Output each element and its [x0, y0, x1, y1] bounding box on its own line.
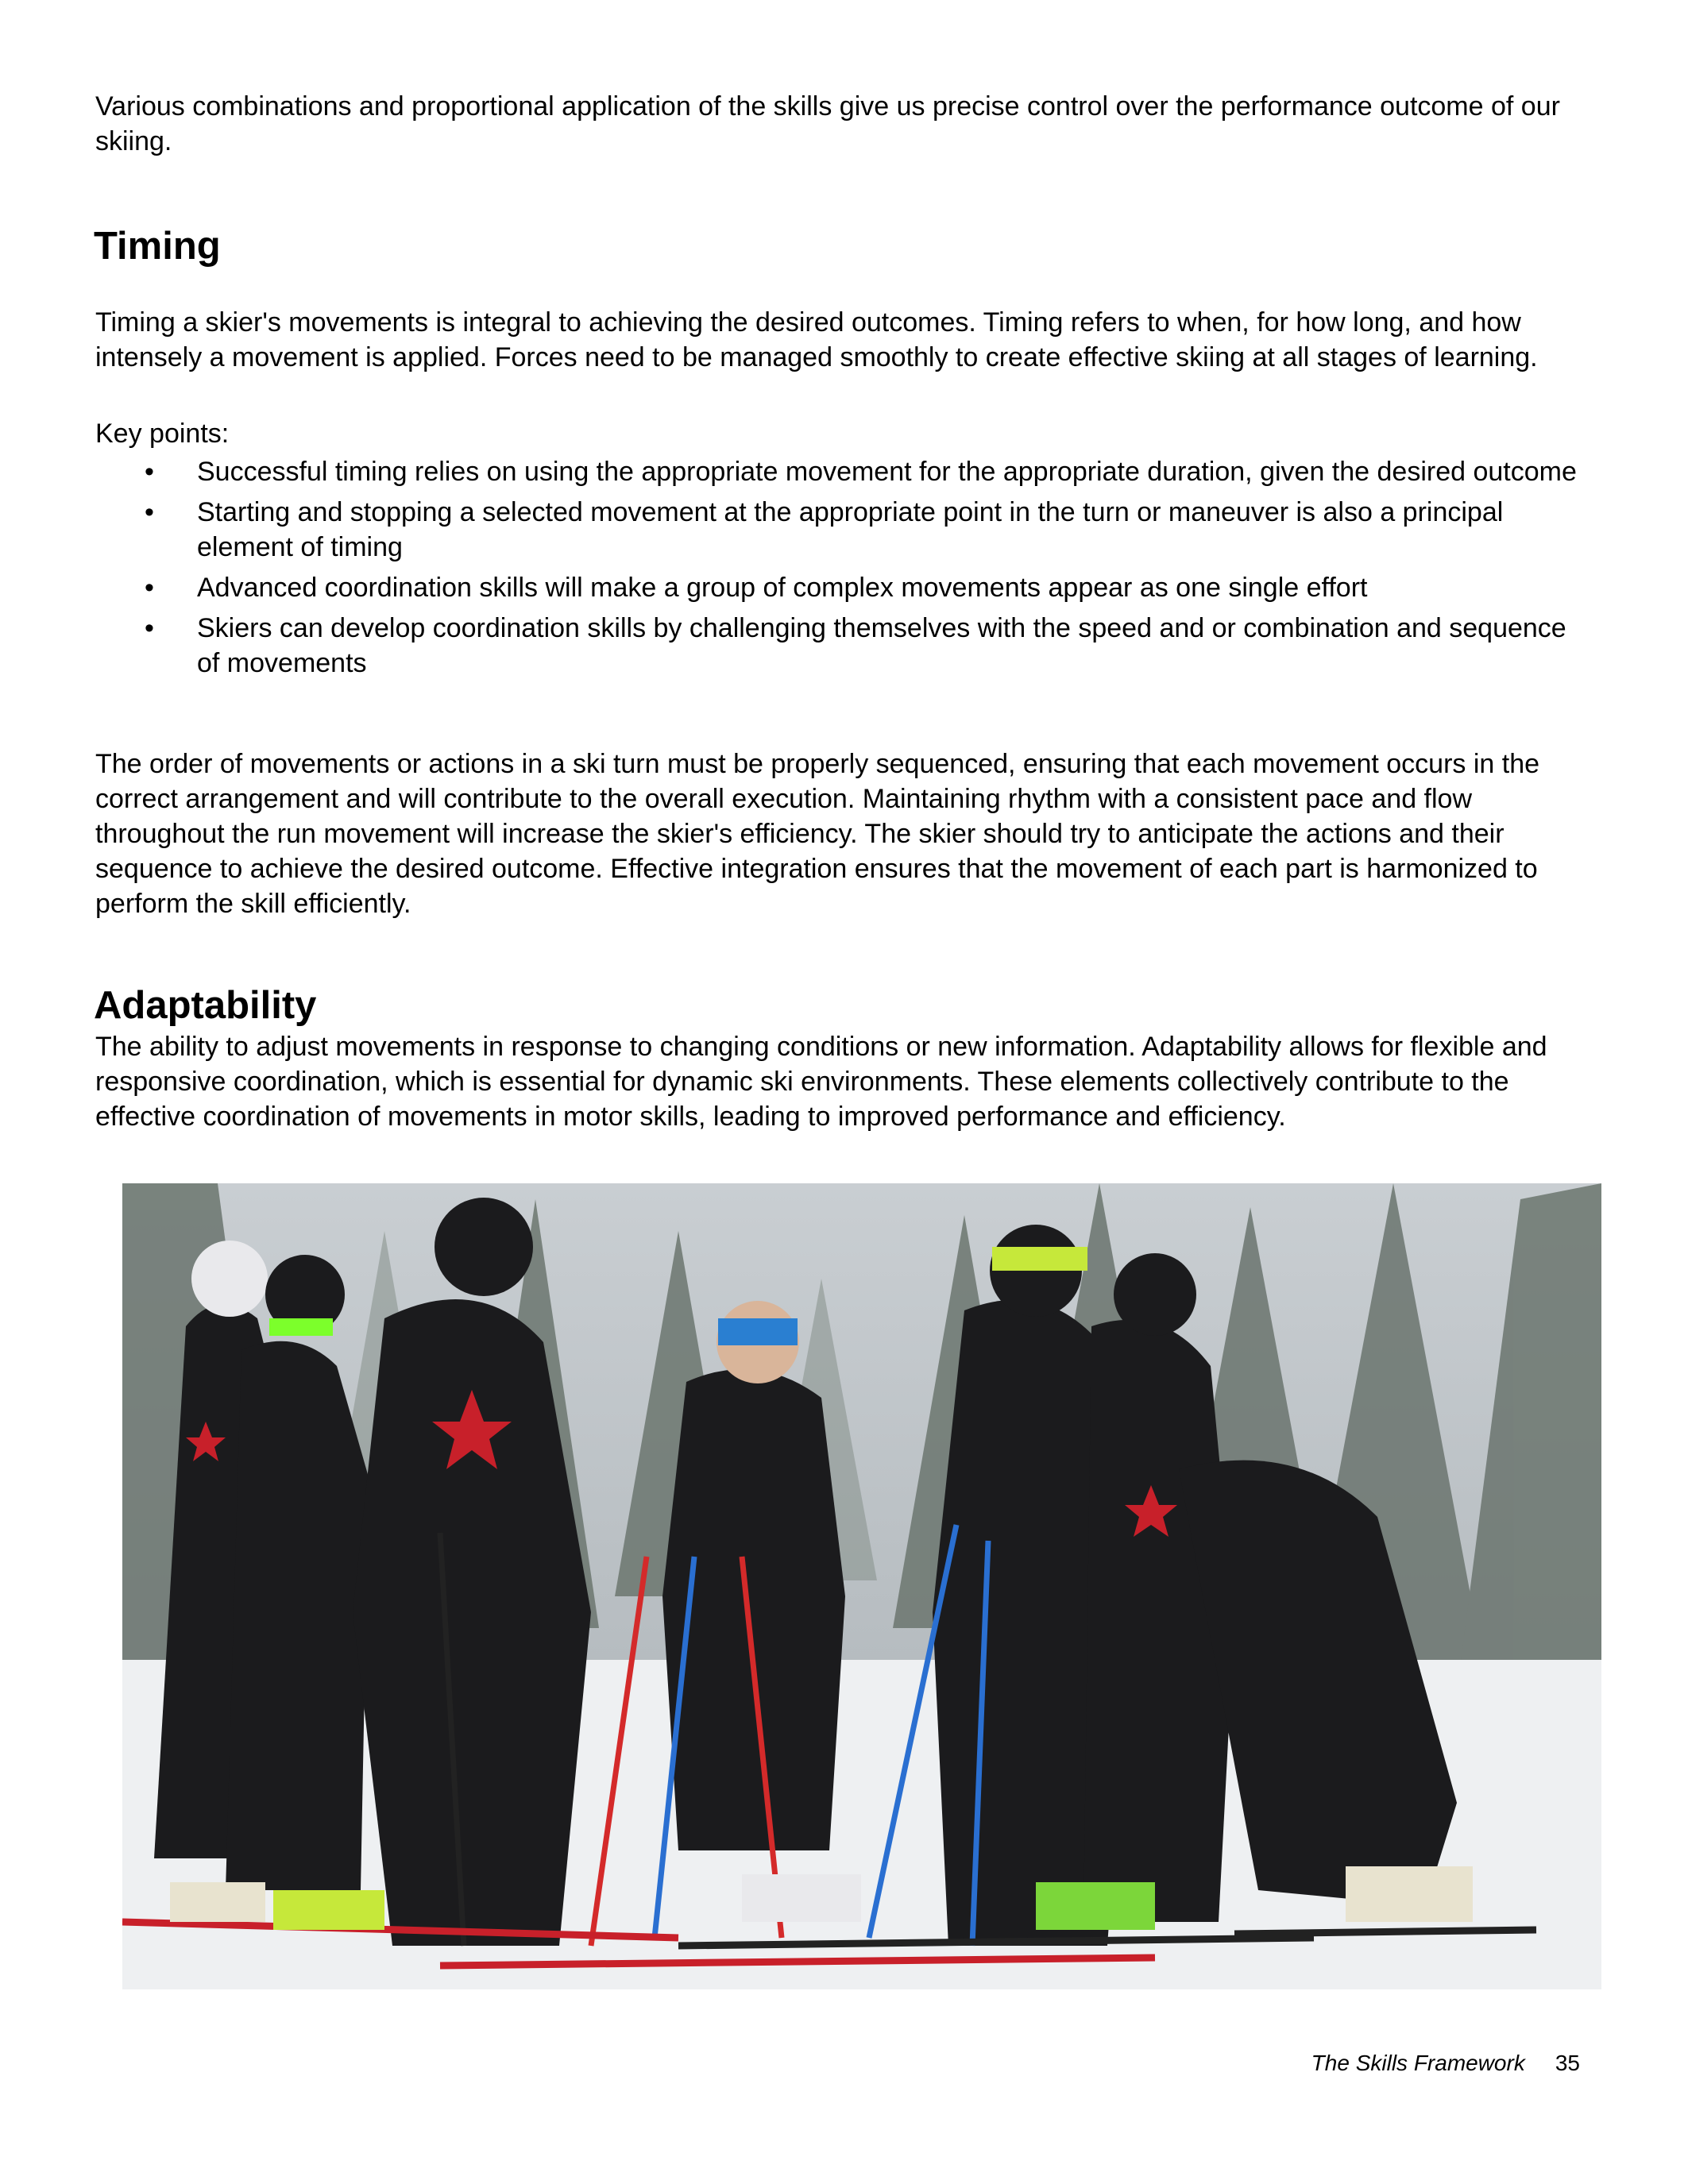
ski-team-illustration [122, 1183, 1601, 1989]
list-item: • Skiers can develop coordination skills by challenging themselves with the speed and or combination and sequence of movements [95, 611, 1589, 681]
page-number: 35 [1555, 2051, 1580, 2075]
timing-paragraph: Timing a skier's movements is integral to achieving the desired outcomes. Timing refers to when, for how long, and how intensely a movement is applied. Forces need to be managed smoothly to create effective skiing at all stages of learning. [95, 307, 1538, 372]
list-item: • Successful timing relies on using the appropriate movement for the appropriate duration, given the desired outcome [95, 454, 1589, 489]
key-points-label: Key points: [95, 419, 230, 449]
bullet-icon: • [145, 497, 154, 527]
page-footer [1311, 2049, 1580, 2078]
bullet-icon: • [145, 573, 154, 603]
list-item: • Starting and stopping a selected movement at the appropriate point in the turn or maneuver is also a principal element of timing [95, 495, 1589, 565]
footer-title: The Skills Framework [1311, 2051, 1525, 2075]
sequence-paragraph: The order of movements or actions in a ski turn must be properly sequenced, ensuring that each movement occurs in the correct arrangement and will contribute to the overall execution. Maintaining rhythm with a consistent pace and flow throughout the run movement will increase the skier's efficiency. The skier should try to anticipate the actions and their sequence to achieve the desired outcome. Effective integration ensures that the movement of each part is harmonized to perform the skill efficiently. [95, 749, 1540, 919]
adaptability-heading: Adaptability [94, 984, 317, 1027]
key-points-list [95, 454, 1589, 686]
bullet-icon: • [145, 613, 154, 643]
ski-team-photo [122, 1183, 1601, 1989]
bullet-icon: • [145, 457, 154, 487]
adaptability-paragraph: The ability to adjust movements in response to changing conditions or new information. Adaptability allows for flexible and responsive coordination, which is essential for dynamic ski environments. These elements collectively contribute to the effective coordination of movements in motor skills, leading to improved performance and efficiency. [95, 1032, 1547, 1132]
list-item: • Advanced coordination skills will make a group of complex movements appear as one single effort [95, 570, 1589, 605]
intro-paragraph: Various combinations and proportional application of the skills give us precise control over the performance outcome of our skiing. [95, 91, 1560, 156]
timing-heading: Timing [94, 225, 221, 268]
